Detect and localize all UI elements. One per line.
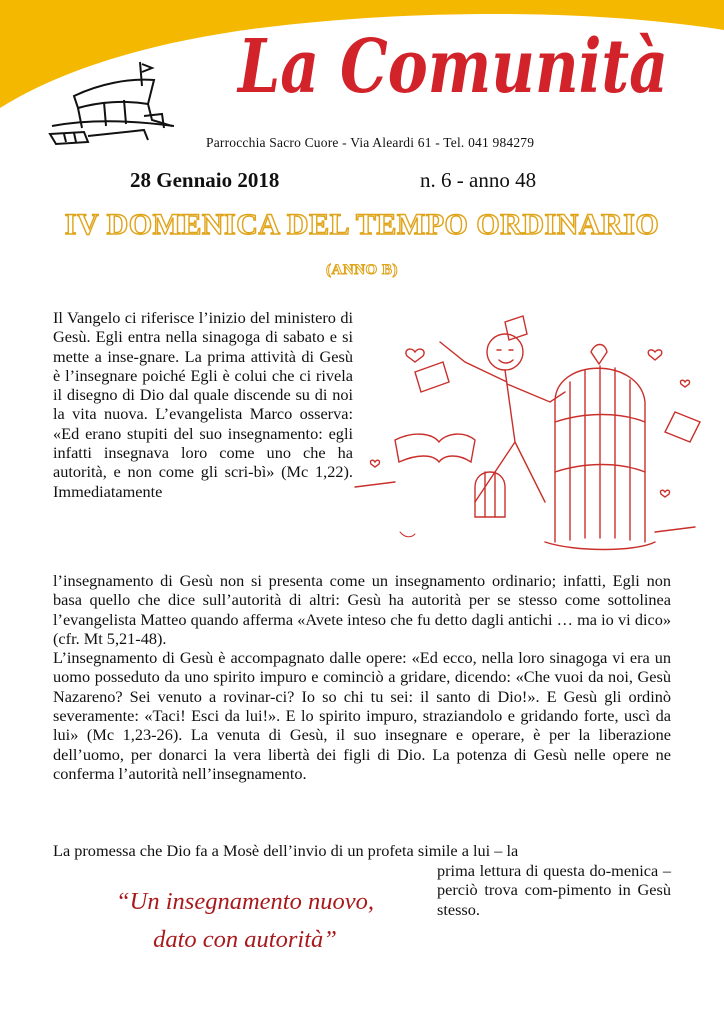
article-column-right: prima lettura di questa do-menica – perciò trova com-pimento in Gesù stesso. [437, 861, 671, 919]
issue-number: n. 6 - anno 48 [420, 168, 537, 192]
svg-text:La Comunità: La Comunità [236, 24, 668, 110]
page-title: IV DOMENICA DEL TEMPO ORDINARIO [64, 208, 660, 241]
pull-quote-line: “Un insegnamento nuovo, [116, 888, 374, 915]
teaching-illustration-icon [355, 312, 710, 557]
pull-quote-line: dato con autorità” [153, 926, 337, 953]
article-paragraph-final: La promessa che Dio fa a Mosè dell’invio di un profeta simile a lui – la [53, 841, 519, 860]
church-logo-icon [44, 56, 184, 166]
article-paragraph: l’insegnamento di Gesù non si presenta come un insegnamento ordinario; infatti, Egli non basa quello che dice sull’autorità di altri: Gesù ha autorità per se stesso come sottolinea l’evangelista Matteo quando afferma «Avete inteso che fu detto dagli antichi … ma io vi dico» (cfr. Mt 5,21-48). [53, 571, 671, 648]
issue-date: 28 Gennaio 2018 [130, 168, 280, 192]
article-paragraph: L’insegnamento di Gesù è accompagnato dalle opere: «Ed ecco, nella loro sinagoga vi era un uomo posseduto da uno spirito impuro e cominciò a gridare, dicendo: «Che vuoi da noi, Gesù Nazareno? Sei venuto a rovinar-ci? Io so chi tu sei: il santo di Dio!». E Gesù gli ordinò severamente: «Taci! Esci da lui!». E lo spirito impuro, straziandolo e gridando forte, uscì da lui» (Mc 1,23-26). La venuta di Gesù, il suo insegnare e operare, è per la liberazione dell’uomo, per donarci la vera libertà dei figli di Dio. La potenza di Gesù nelle opere ne conferma l’autorità nell’insegnamento. [53, 648, 671, 783]
article-body [53, 571, 671, 783]
masthead-title [238, 22, 678, 117]
pull-quote [70, 883, 420, 959]
article-column-left: Il Vangelo ci riferisce l’inizio del ministero di Gesù. Egli entra nella sinagoga di sabato e si mette a inse-gnare. La prima attività di Gesù è l’insegnare poiché Egli è colui che ci rivela il disegno di Dio dal quale discende su di noi la vita nuova. L’evangelista Marco osserva: «Ed erano stupiti del suo insegnamento: egli infatti insegnava loro come uno che ha autorità, e non come gli scri-bì» (Mc 1,22). Immediatamente [53, 308, 353, 501]
page-subtitle: (ANNO B) [326, 262, 398, 278]
parish-address: Parrocchia Sacro Cuore - Via Aleardi 61 - Tel. 041 984279 [206, 135, 535, 150]
